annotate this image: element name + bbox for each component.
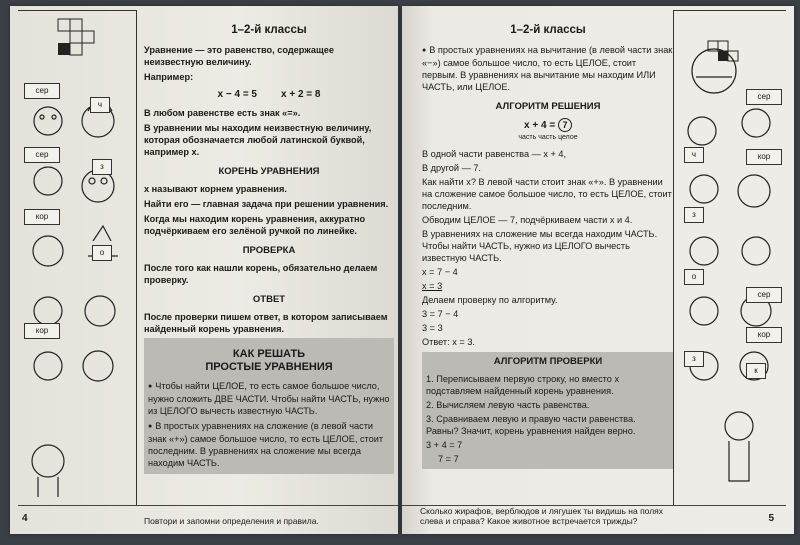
- step-line: Обводим ЦЕЛОЕ — 7, подчёркиваем части x и 4.: [422, 215, 633, 225]
- section-heading: ПРОВЕРКА: [242, 245, 296, 256]
- margin-tag: ч: [684, 147, 704, 163]
- heading-line: ПРОСТЫЕ УРАВНЕНИЯ: [205, 361, 333, 373]
- section-heading: ОТВЕТ: [252, 294, 286, 305]
- how-to-box: [144, 338, 394, 474]
- page-number: 5: [768, 513, 774, 524]
- section-heading: АЛГОРИТМ РЕШЕНИЯ: [495, 101, 601, 112]
- step-line: Делаем проверку по алгоритму.: [422, 295, 558, 305]
- section-heading: АЛГОРИТМ ПРОВЕРКИ: [493, 356, 603, 367]
- example-label: Например:: [144, 72, 194, 82]
- step-line: 3. Сравниваем левую и правую части равенства. Равны? Значит, корень уравнения найден верно.: [426, 414, 636, 436]
- margin-tag: з: [92, 159, 112, 175]
- example-equations: [144, 89, 394, 101]
- step-line: x = 3: [422, 281, 443, 291]
- whole-circle: 7: [558, 118, 572, 132]
- step-line: Как найти x? В левой части стоит знак «+». В уравнении на сложение самое большое число, то есть ЦЕЛОЕ, стоит последним.: [422, 177, 672, 211]
- right-text-column: [422, 20, 674, 469]
- heading-line: КАК РЕШАТЬ: [232, 348, 306, 360]
- page-title: 1–2-й классы: [510, 24, 586, 36]
- paragraph: В любом равенстве есть знак «=».: [144, 108, 301, 118]
- margin-tag: кор: [746, 149, 782, 165]
- right-margin-animals: [674, 11, 786, 507]
- step-line: 7 = 7: [438, 454, 459, 464]
- footer-text: Сколько жирафов, верблюдов и лягушек ты видишь на полях слева и справа? Какое животное встречается трижды?: [420, 506, 664, 526]
- margin-tag: з: [684, 207, 704, 223]
- left-text-column: [144, 20, 394, 474]
- footer-divider: [18, 505, 398, 506]
- paragraph: После того как нашли корень, обязательно делаем проверку.: [144, 263, 378, 285]
- step-line: 3 + 4 = 7: [426, 440, 463, 450]
- margin-tag: з: [684, 351, 704, 367]
- equation: x + 2 = 8: [281, 89, 321, 100]
- margin-tag: сер: [24, 147, 60, 163]
- margin-tag: кор: [24, 209, 60, 225]
- step-line: 2. Вычисляем левую часть равенства.: [426, 400, 590, 410]
- margin-tag: сер: [746, 89, 782, 105]
- check-box: [422, 352, 674, 469]
- paragraph: В уравнении мы находим неизвестную величину, которая обозначается любой латинской буквой, например x.: [144, 123, 372, 157]
- step-line: 3 = 7 − 4: [422, 309, 459, 319]
- section-heading: КОРЕНЬ УРАВНЕНИЯ: [218, 166, 320, 177]
- page-title: 1–2-й классы: [231, 24, 307, 36]
- equation: x + 4 =: [524, 120, 556, 131]
- margin-tag: ч: [90, 97, 110, 113]
- step-line: В другой — 7.: [422, 163, 481, 173]
- margin-tag: о: [684, 269, 704, 285]
- left-page: [10, 6, 398, 534]
- left-margin-strip: [18, 10, 137, 506]
- step-line: Ответ: x = 3.: [422, 337, 475, 347]
- margin-tag: о: [92, 245, 112, 261]
- paragraph: x называют корнем уравнения.: [144, 184, 287, 194]
- paragraph: После проверки пишем ответ, в котором записываем найденный корень уравнения.: [144, 312, 388, 334]
- intro-text: Уравнение — это равенство, содержащее неизвестную величину.: [144, 45, 334, 67]
- margin-tag: сер: [24, 83, 60, 99]
- algo-equation: [422, 118, 674, 132]
- bullet-item: ● В простых уравнениях на вычитание (в левой части знак «−») самое большое число, то есть ЦЕЛОЕ, стоит первым. В уравнениях на вычитание мы находим ИЛИ ЧАСТЬ, или ЦЕЛОЕ.: [422, 44, 674, 93]
- margin-tag: кор: [24, 323, 60, 339]
- step-line: В одной части равенства — x + 4,: [422, 149, 567, 159]
- margin-tag: кор: [746, 327, 782, 343]
- footer-text: Повтори и запомни определения и правила.: [144, 516, 319, 526]
- step-line: x = 7 − 4: [422, 267, 458, 277]
- step-line: 3 = 3: [422, 323, 443, 333]
- bullet-item: ● В простых уравнениях на сложение (в левой части знак «+») самое большое число, то есть ЦЕЛОЕ, стоит последним. В уравнениях на сложение мы всегда находим ЧАСТЬ.: [148, 420, 390, 469]
- bullet-item: ● Чтобы найти ЦЕЛОЕ, то есть самое большое число, нужно сложить ДВЕ ЧАСТИ. Чтобы найти ЧАСТЬ, нужно из ЦЕЛОГО вычесть известную ЧАСТЬ.: [148, 380, 390, 417]
- right-page: [402, 6, 794, 534]
- algo-labels: часть часть целое: [518, 134, 578, 141]
- paragraph: Найти его — главная задача при решении уравнения.: [144, 199, 389, 209]
- section-heading: [148, 348, 390, 374]
- right-margin-strip: [673, 10, 786, 506]
- page-number: 4: [22, 513, 28, 524]
- equation: x − 4 = 5: [217, 89, 257, 100]
- paragraph: Когда мы находим корень уравнения, аккуратно подчёркиваем его зелёной ручкой по линейке.: [144, 214, 366, 236]
- margin-tag: сер: [746, 287, 782, 303]
- margin-tag: к: [746, 363, 766, 379]
- step-line: 1. Переписываем первую строку, но вместо x подставляем найденный корень уравнения.: [426, 374, 620, 396]
- step-line: В уравнениях на сложение мы всегда находим ЧАСТЬ. Чтобы найти ЧАСТЬ, нужно из ЦЕЛОГО вычесть известную ЧАСТЬ.: [422, 229, 658, 263]
